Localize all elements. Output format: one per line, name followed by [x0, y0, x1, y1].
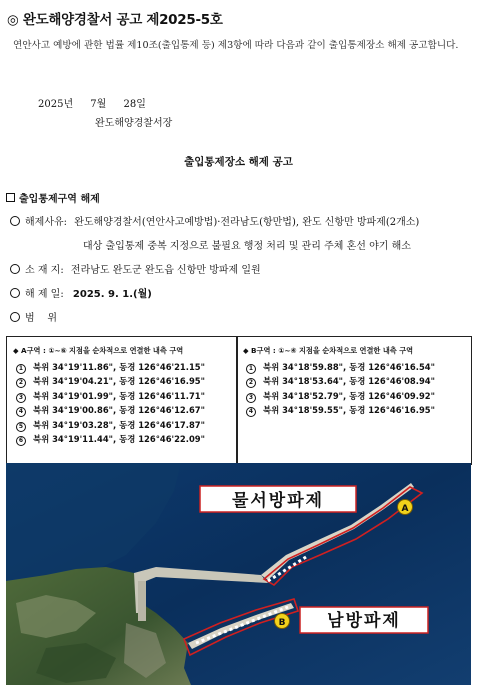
coordinate-row: 2 북위 34°19'04.21", 동경 126°46'16.95"	[16, 374, 237, 388]
circle-bullet-icon	[10, 264, 20, 274]
coordinate-row: 1 북위 34°18'59.88", 동경 126°46'16.54"	[246, 360, 471, 374]
latitude: 북위 34°19'00.86"	[33, 405, 114, 416]
longitude: 동경 126°46'11.71"	[119, 390, 205, 401]
latitude: 북위 34°19'01.99"	[33, 390, 114, 401]
zone-a-list	[7, 360, 237, 446]
point-number-icon: 4	[246, 407, 256, 417]
latitude: 북위 34°18'59.55"	[263, 405, 344, 416]
aerial-photo	[6, 463, 471, 685]
longitude: 동경 126°46'08.94"	[349, 376, 435, 387]
circle-bullet-icon	[10, 288, 20, 298]
notice-paragraph: 연안사고 예방에 관한 법률 제10조(출입통제 등) 제3항에 따라 다음과 같이 출입통제장소 해제 공고합니다.	[13, 40, 459, 51]
longitude: 동경 126°46'16.54"	[349, 362, 435, 372]
point-number-icon: 3	[246, 393, 256, 403]
coordinate-row: 3 북위 34°18'52.79", 동경 126°46'09.92"	[246, 389, 471, 403]
label-a-text: 물서방파제	[231, 491, 325, 511]
reason-line2: 대상 출입통제 중복 지정으로 불필요 행정 처리 및 관리 주체 혼선 야기 해소	[83, 241, 411, 252]
point-number-icon: 6	[16, 436, 26, 446]
release-date-label: 해 제 일:	[25, 289, 64, 300]
point-number-icon: 5	[16, 422, 26, 432]
notice-title: ◎ 완도해양경찰서 공고 제2025-5호	[7, 12, 223, 28]
date-day: 28일	[123, 99, 146, 110]
longitude: 동경 126°46'17.87"	[119, 419, 205, 430]
coordinate-row: 6 북위 34°19'11.44", 동경 126°46'22.09"	[16, 432, 237, 446]
coordinate-row: 4 북위 34°19'00.86", 동경 126°46'12.67"	[16, 403, 237, 417]
date-year: 2025년	[38, 99, 74, 110]
coordinate-row: 1 북위 34°19'11.86", 동경 126°46'21.15"	[16, 360, 237, 374]
latitude: 북위 34°18'59.88"	[263, 362, 344, 372]
reason-label: 해제사유:	[25, 217, 68, 228]
zone-a-box	[6, 336, 238, 465]
zone-a-heading: ◆ A구역 : ①~⑥ 지점을 순차적으로 연결한 내측 구역	[13, 346, 184, 355]
latitude: 북위 34°19'11.44"	[33, 434, 114, 445]
coordinate-row: 5 북위 34°19'03.28", 동경 126°46'17.87"	[16, 418, 237, 432]
point-number-icon: 4	[16, 407, 26, 417]
label-b-text: 남방파제	[327, 611, 401, 631]
latitude: 북위 34°18'53.64"	[263, 376, 344, 387]
location-row	[10, 261, 261, 276]
longitude: 동경 126°46'22.09"	[119, 434, 205, 445]
notice-subtitle: 출입통제장소 해제 공고	[184, 156, 293, 168]
location-label: 소 재 지:	[25, 265, 64, 276]
point-number-icon: 3	[16, 393, 26, 403]
coordinate-row: 3 북위 34°19'01.99", 동경 126°46'11.71"	[16, 389, 237, 403]
coordinate-row: 4 북위 34°18'59.55", 동경 126°46'16.95"	[246, 403, 471, 417]
scope-row	[10, 309, 57, 324]
issuer: 완도해양경찰서장	[95, 118, 173, 129]
location-value: 전라남도 완도군 완도읍 신항만 방파제 일원	[70, 265, 261, 276]
latitude: 북위 34°18'52.79"	[263, 390, 344, 401]
zone-b-list	[237, 360, 471, 418]
marker-b-letter: B	[278, 618, 286, 628]
scope-label: 범 위	[25, 313, 58, 324]
latitude: 북위 34°19'04.21"	[33, 376, 114, 387]
longitude: 동경 126°46'09.92"	[349, 390, 435, 401]
longitude: 동경 126°46'16.95"	[349, 405, 435, 416]
point-number-icon: 2	[246, 378, 256, 388]
section-heading-text: 출입통제구역 해제	[19, 194, 100, 205]
breakwater-map	[6, 463, 471, 685]
point-number-icon: 1	[16, 364, 26, 374]
marker-a-letter: A	[401, 504, 409, 514]
point-number-icon: 1	[246, 364, 256, 374]
reason-line1: 완도해양경찰서(연안사고예방법)·전라남도(항만법), 완도 신항만 방파제(2개소)	[74, 217, 420, 228]
release-date-row	[10, 285, 152, 300]
notice-date	[38, 95, 160, 110]
section-heading	[6, 190, 100, 205]
longitude: 동경 126°46'16.95"	[119, 376, 205, 387]
longitude: 동경 126°46'12.67"	[119, 405, 205, 416]
zone-b-heading: ◆ B구역 : ①~④ 지점을 순차적으로 연결한 내측 구역	[243, 346, 414, 355]
date-month: 7월	[90, 99, 107, 110]
coordinate-row: 2 북위 34°18'53.64", 동경 126°46'08.94"	[246, 374, 471, 388]
point-number-icon: 2	[16, 378, 26, 388]
reason-row	[10, 213, 419, 228]
release-date-value: 2025. 9. 1.(월)	[72, 289, 152, 300]
zone-b-box	[236, 336, 472, 465]
latitude: 북위 34°19'03.28"	[33, 419, 114, 430]
latitude: 북위 34°19'11.86"	[33, 362, 114, 372]
longitude: 동경 126°46'21.15"	[119, 362, 205, 372]
square-bullet-icon	[6, 193, 15, 202]
circle-bullet-icon	[10, 216, 20, 226]
circle-bullet-icon	[10, 312, 20, 322]
